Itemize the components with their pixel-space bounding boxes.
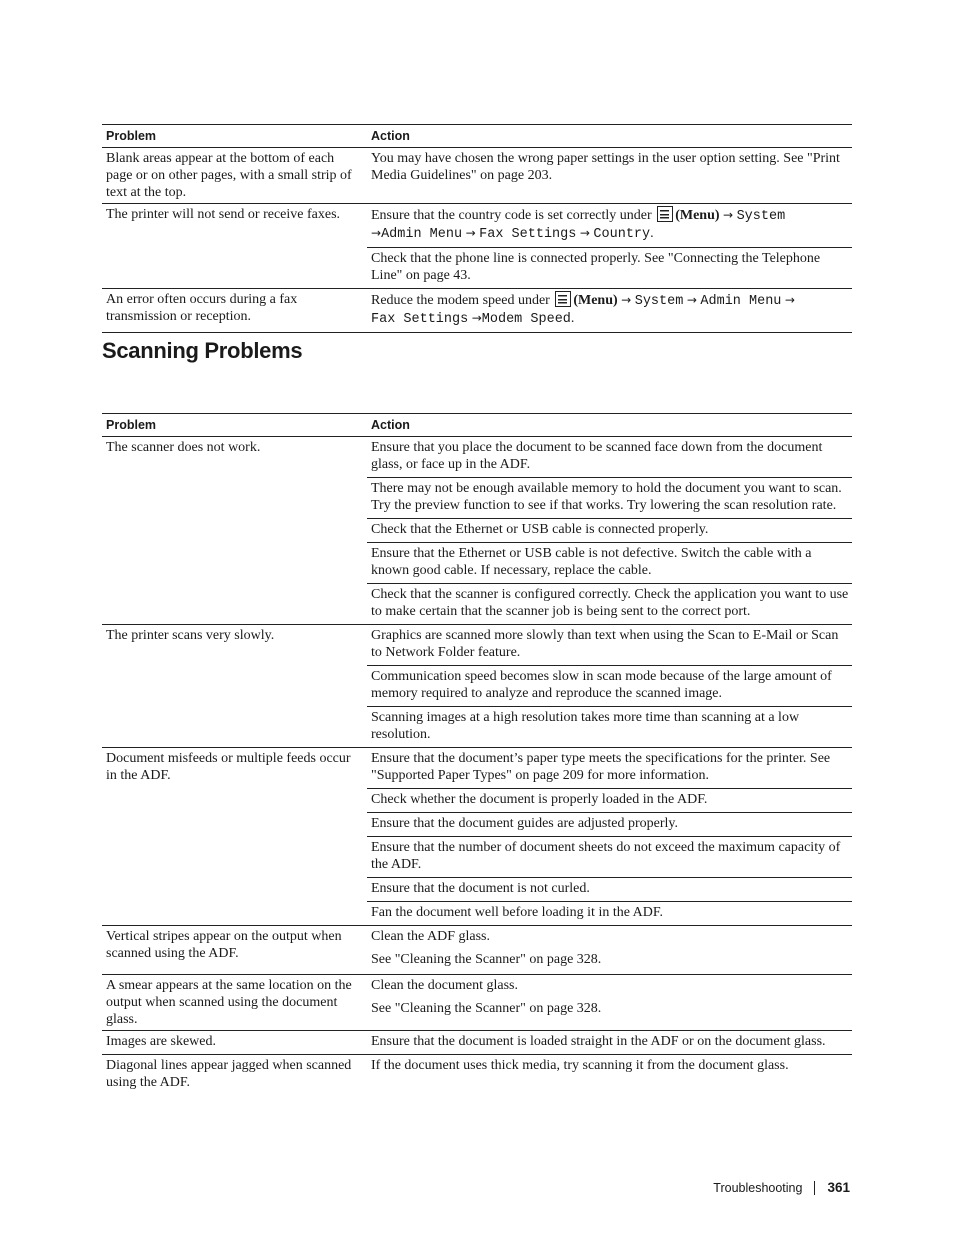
- arrow-right-icon: →: [471, 311, 482, 325]
- arrow-right-icon: →: [465, 226, 476, 240]
- problem-cell: The printer scans very slowly.: [106, 628, 275, 643]
- action-cell: Ensure that the document guides are adjusted properly.: [367, 813, 852, 837]
- action-cell: Communication speed becomes slow in scan mode because of the large amount of memory required to analyze and reproduce the scanned image.: [367, 666, 852, 707]
- scanning-problems-table: [102, 413, 852, 1093]
- menu-path-item: System: [736, 209, 786, 224]
- problem-cell: The printer will not send or receive faxes.: [106, 207, 341, 222]
- problem-cell: An error often occurs during a fax transmission or reception.: [106, 292, 298, 324]
- page-footer: [713, 1180, 850, 1195]
- action-cell: Check whether the document is properly loaded in the ADF.: [367, 789, 852, 813]
- table-header: [102, 124, 852, 148]
- menu-path-item: Fax Settings: [371, 312, 469, 327]
- action-cell: Clean the ADF glass.: [371, 929, 490, 944]
- action-text: Ensure that the country code is set correctly under: [371, 208, 652, 223]
- action-cell: See "Cleaning the Scanner" on page 328.: [371, 952, 602, 967]
- problem-cell: Diagonal lines appear jagged when scanned using the ADF.: [106, 1058, 352, 1090]
- arrow-right-icon: →: [579, 226, 590, 240]
- action-cell: If the document uses thick media, try scanning it from the document glass.: [371, 1058, 789, 1073]
- action-cell: Ensure that you place the document to be scanned face down from the document glass, or face up in the ADF.: [367, 437, 852, 478]
- menu-icon: [657, 206, 673, 222]
- action-cell: Scanning images at a high resolution takes more time than scanning at a low resolution.: [371, 710, 800, 742]
- header-action: Action: [371, 129, 410, 143]
- table-row: [102, 1055, 852, 1093]
- section-title: Scanning Problems: [102, 338, 303, 363]
- table-row: [102, 926, 852, 975]
- period: .: [650, 226, 654, 241]
- arrow-right-icon: →: [784, 293, 795, 307]
- action-cell: Check that the Ethernet or USB cable is connected properly.: [367, 519, 852, 543]
- menu-label: (Menu): [573, 293, 618, 308]
- problem-cell: Images are skewed.: [106, 1034, 217, 1049]
- arrow-right-icon: →: [621, 293, 632, 307]
- menu-path-item: Admin Menu: [700, 294, 782, 309]
- header-action: Action: [371, 418, 410, 432]
- action-cell: Ensure that the document’s paper type meets the specifications for the printer. See "Supported Paper Types" on page 209 for more information.: [367, 748, 852, 789]
- menu-path-item: Modem Speed: [481, 312, 571, 327]
- action-cell: Ensure that the Ethernet or USB cable is not defective. Switch the cable with a known good cable. If necessary, replace the cable.: [367, 543, 852, 584]
- page-number: 361: [827, 1180, 850, 1195]
- action-cell: Ensure that the number of document sheets do not exceed the maximum capacity of the ADF.: [367, 837, 852, 878]
- action-cell: There may not be enough available memory to hold the document you want to scan. Try the preview function to see if that works. Try lowering the scan resolution rate.: [367, 478, 852, 519]
- action-cell: Ensure that the document is loaded straight in the ADF or on the document glass.: [371, 1034, 826, 1049]
- menu-path-item: Fax Settings: [479, 227, 577, 242]
- table-header: [102, 413, 852, 437]
- table-row: [102, 289, 852, 333]
- table-row: [102, 148, 852, 204]
- action-cell: Graphics are scanned more slowly than text when using the Scan to E-Mail or Scan to Network Folder feature.: [367, 625, 852, 666]
- arrow-right-icon: →: [686, 293, 697, 307]
- action-cell: Check that the scanner is configured correctly. Check the application you want to use to make certain that the scanner job is being sent to the correct port.: [371, 587, 849, 619]
- action-cell: Ensure that the document is not curled.: [367, 878, 852, 902]
- problem-cell: Vertical stripes appear on the output when scanned using the ADF.: [106, 929, 342, 961]
- menu-path-item: System: [634, 294, 684, 309]
- table-row: [102, 625, 852, 748]
- action-cell: Check that the phone line is connected properly. See "Connecting the Telephone Line" on page 43.: [371, 251, 821, 283]
- period: .: [570, 311, 575, 326]
- problem-cell: A smear appears at the same location on the output when scanned using the document glass.: [106, 978, 352, 1027]
- arrow-right-icon: →: [723, 208, 734, 222]
- footer-divider: [814, 1181, 815, 1195]
- table-row: [102, 437, 852, 625]
- fax-problems-table: [102, 124, 852, 333]
- table-row: [102, 748, 852, 926]
- problem-cell: Blank areas appear at the bottom of each page or on other pages, with a small strip of text at the top.: [106, 151, 352, 200]
- footer-section: Troubleshooting: [713, 1180, 803, 1195]
- arrow-right-icon: →: [371, 226, 382, 240]
- action-cell: Fan the document well before loading it in the ADF.: [371, 905, 664, 920]
- header-problem: Problem: [106, 418, 157, 432]
- action-cell: Clean the document glass.: [371, 978, 518, 993]
- menu-path-item: Admin Menu: [381, 227, 463, 242]
- menu-icon: [555, 291, 571, 307]
- action-text: Reduce the modem speed under: [371, 293, 550, 308]
- problem-cell: Document misfeeds or multiple feeds occur in the ADF.: [106, 751, 351, 783]
- action-cell: [367, 204, 852, 248]
- action-cell: You may have chosen the wrong paper settings in the user option setting. See "Print Media Guidelines" on page 203.: [371, 151, 840, 183]
- menu-label: (Menu): [675, 208, 720, 223]
- table-row: [102, 1031, 852, 1055]
- menu-path-item: Country: [593, 227, 651, 242]
- action-cell: See "Cleaning the Scanner" on page 328.: [371, 1001, 602, 1016]
- header-problem: Problem: [106, 129, 157, 143]
- table-row: [102, 204, 852, 289]
- action-cell: [367, 289, 852, 332]
- problem-cell: The scanner does not work.: [106, 440, 261, 455]
- table-row: [102, 975, 852, 1031]
